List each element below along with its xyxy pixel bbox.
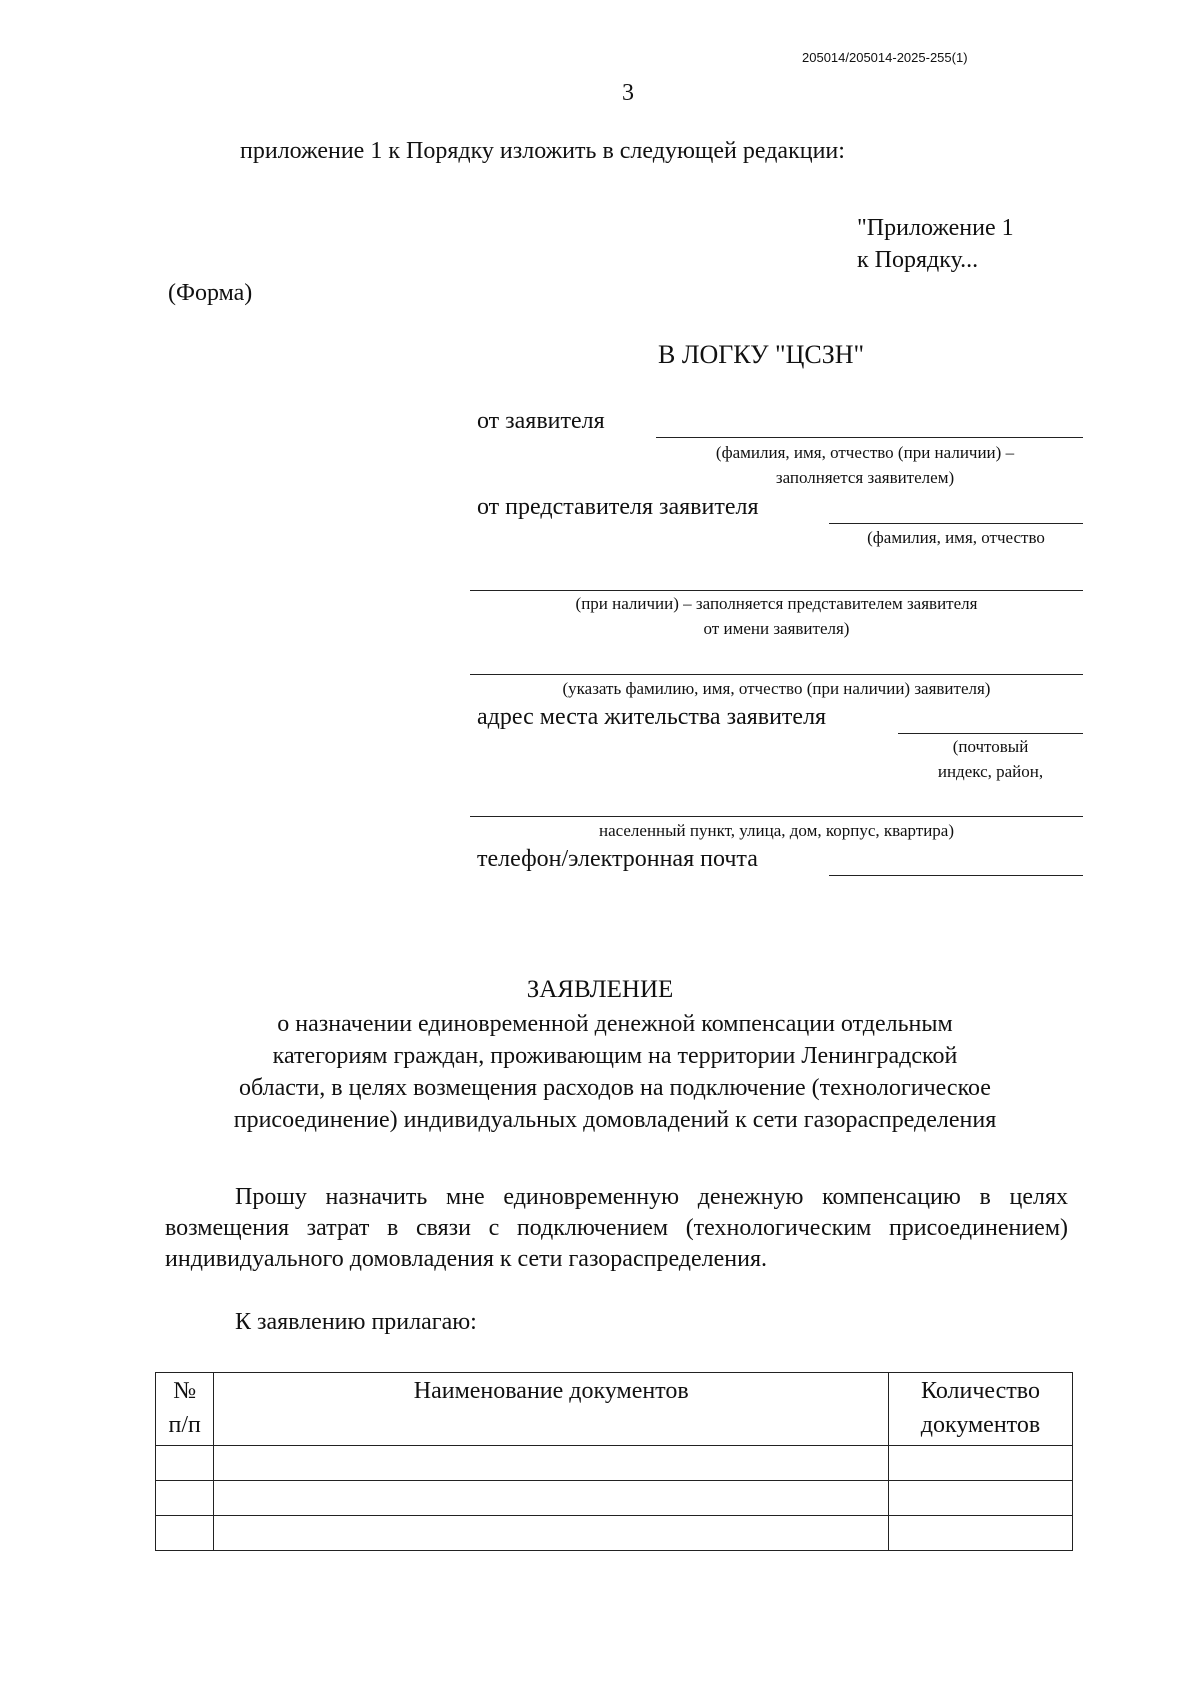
table-cell[interactable] — [888, 1446, 1072, 1481]
statement-line-4: присоединение) индивидуальных домовладений к сети газораспределения — [233, 1107, 997, 1133]
representative-hint-1: (фамилия, имя, отчество — [867, 528, 1045, 547]
document-id: 205014/205014-2025-255(1) — [802, 50, 968, 65]
table-cell[interactable] — [156, 1481, 214, 1516]
representative-line[interactable] — [829, 523, 1083, 524]
address-line-2[interactable] — [470, 816, 1083, 817]
address-line[interactable] — [898, 733, 1083, 734]
appendix-reference — [857, 212, 1014, 276]
table-cell[interactable] — [156, 1446, 214, 1481]
col-count-header — [888, 1373, 1072, 1446]
address-hint-3: населенный пункт, улица, дом, корпус, квартира) — [598, 821, 955, 840]
page-number: 3 — [622, 80, 634, 106]
intro-text: приложение 1 к Порядку изложить в следующей редакции: — [240, 138, 845, 164]
statement-title: ЗАЯВЛЕНИЕ — [526, 976, 674, 1003]
applicant-hint-2: заполняется заявителем) — [775, 468, 955, 487]
col-number-line-2: п/п — [168, 1412, 201, 1438]
contact-label: телефон/электронная почта — [477, 846, 758, 872]
table-row — [156, 1516, 1073, 1551]
applicant-name-hint: (указать фамилию, имя, отчество (при наличии) заявителя) — [562, 679, 991, 698]
table-cell[interactable] — [888, 1481, 1072, 1516]
attachments-intro: К заявлению прилагаю: — [235, 1309, 477, 1335]
attachments-table — [155, 1372, 1073, 1551]
table-cell[interactable] — [888, 1516, 1072, 1551]
request-text: Прошу назначить мне единовременную денежную компенсацию в целях возмещения затрат в связи с подключением (технологическим присоединением) индивидуального домовладения к сети газораспределения. — [165, 1184, 1068, 1272]
applicant-line[interactable] — [656, 437, 1083, 438]
addressee: В ЛОГКУ "ЦСЗН" — [658, 340, 865, 369]
address-label: адрес места жительства заявителя — [477, 704, 827, 730]
statement-line-1: о назначении единовременной денежной компенсации отдельным — [277, 1011, 953, 1037]
applicant-name-line[interactable] — [470, 674, 1083, 675]
table-cell[interactable] — [214, 1446, 889, 1481]
table-cell[interactable] — [156, 1516, 214, 1551]
contact-line[interactable] — [829, 875, 1083, 876]
col-number-header — [156, 1373, 214, 1446]
form-label: (Форма) — [168, 280, 253, 306]
statement-line-2: категориям граждан, проживающим на территории Ленинградской — [272, 1043, 958, 1069]
address-hint-1: (почтовый — [952, 737, 1029, 756]
request-paragraph — [165, 1182, 1068, 1275]
table-row — [156, 1481, 1073, 1516]
col-number-line-1: № — [173, 1378, 197, 1404]
applicant-hint-1: (фамилия, имя, отчество (при наличии) – — [715, 443, 1015, 462]
representative-label: от представителя заявителя — [477, 494, 759, 520]
table-cell[interactable] — [214, 1516, 889, 1551]
statement-heading — [165, 1008, 1065, 1136]
statement-line-3: области, в целях возмещения расходов на подключение (технологическое — [239, 1075, 991, 1101]
table-cell[interactable] — [214, 1481, 889, 1516]
appendix-line-2: к Порядку... — [857, 247, 979, 273]
representative-hint-2: (при наличии) – заполняется представителем заявителя — [575, 594, 978, 613]
address-hint-2: индекс, район, — [937, 762, 1044, 781]
table-header-row — [156, 1373, 1073, 1446]
col-count-line-2: документов — [920, 1412, 1041, 1438]
table-row — [156, 1446, 1073, 1481]
appendix-line-1: "Приложение 1 — [857, 215, 1014, 241]
representative-hint-3: от имени заявителя) — [703, 619, 850, 638]
col-name-header: Наименование документов — [214, 1373, 889, 1446]
col-count-line-1: Количество — [921, 1378, 1040, 1404]
representative-line-2[interactable] — [470, 590, 1083, 591]
applicant-label: от заявителя — [477, 408, 605, 434]
